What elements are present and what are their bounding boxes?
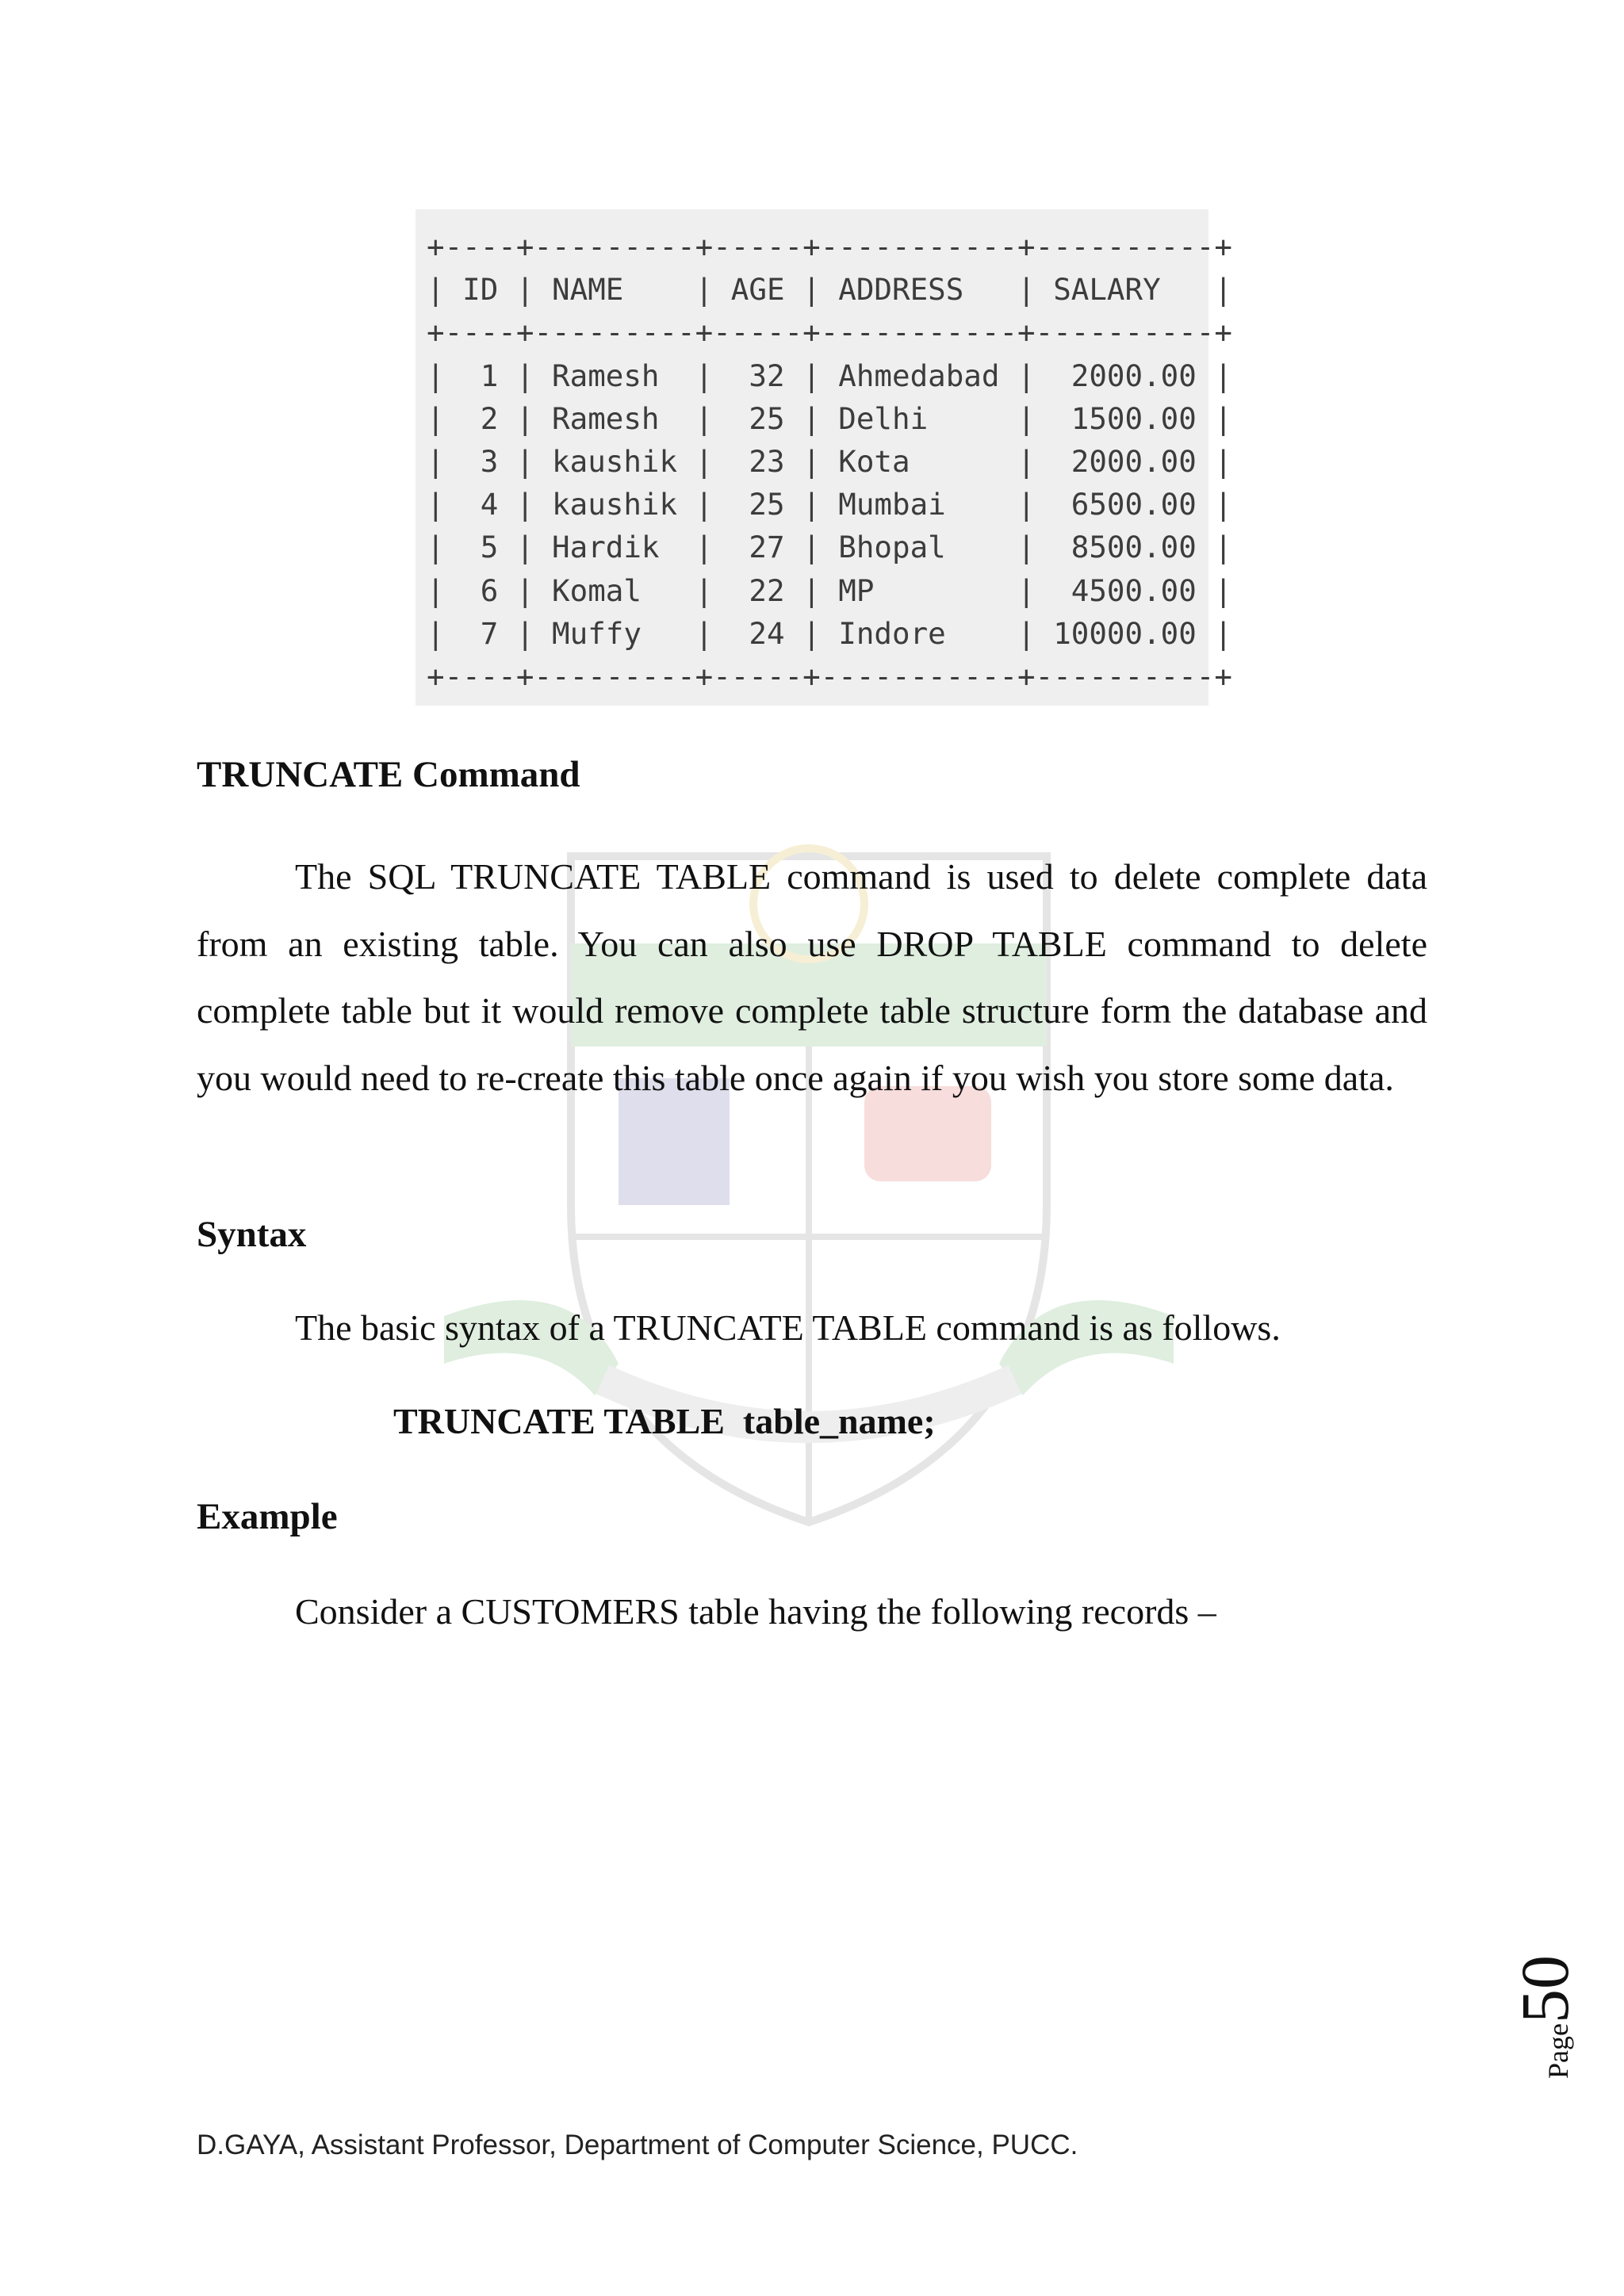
example-heading: Example (197, 1496, 338, 1537)
page-number-mark (1505, 1955, 1584, 2079)
truncate-command-heading: TRUNCATE Command (197, 754, 580, 795)
example-intro-text: Consider a CUSTOMERS table having the following records – (295, 1591, 1216, 1632)
syntax-heading: Syntax (197, 1214, 307, 1255)
sql-output-text: +----+---------+-----+-----------+----------+ | ID | NAME | AGE | ADDRESS | SALARY | +----+---------+-----+-----------+----------+ | 1 | Ramesh | 32 | Ahmedabad | 2000.00 | | 2 | Ramesh | 25 | Delhi | 1500.00 | | 3 | kaushik | 23 | Kota | 2000.00 | | 4 | kaushik | 25 | Mumbai | 6500.00 | | 5 | Hardik | 27 | Bhopal | 8500.00 | | 6 | Komal | 22 | MP | 4500.00 | | 7 | Muffy | 24 | Indore | 10000.00 | +----+---------+-----+-----------+----------+ (427, 229, 1232, 695)
syntax-intro-text: The basic syntax of a TRUNCATE TABLE command is as follows. (295, 1307, 1281, 1348)
customers-table-output (416, 209, 1232, 706)
syntax-code: TRUNCATE TABLE table_name; (393, 1401, 936, 1441)
page-footer: D.GAYA, Assistant Professor, Department of Computer Science, PUCC. (197, 2130, 1078, 2160)
page-label: Page (1542, 2023, 1574, 2079)
truncate-description-paragraph: The SQL TRUNCATE TABLE command is used to delete complete data from an existing table. You can also use DROP TABLE command to delete complete table but it would remove complete table structure form the database and you would need to re-create this table once again if you wish you store some data. (197, 856, 1427, 1098)
page-number: 50 (1507, 1955, 1583, 2024)
